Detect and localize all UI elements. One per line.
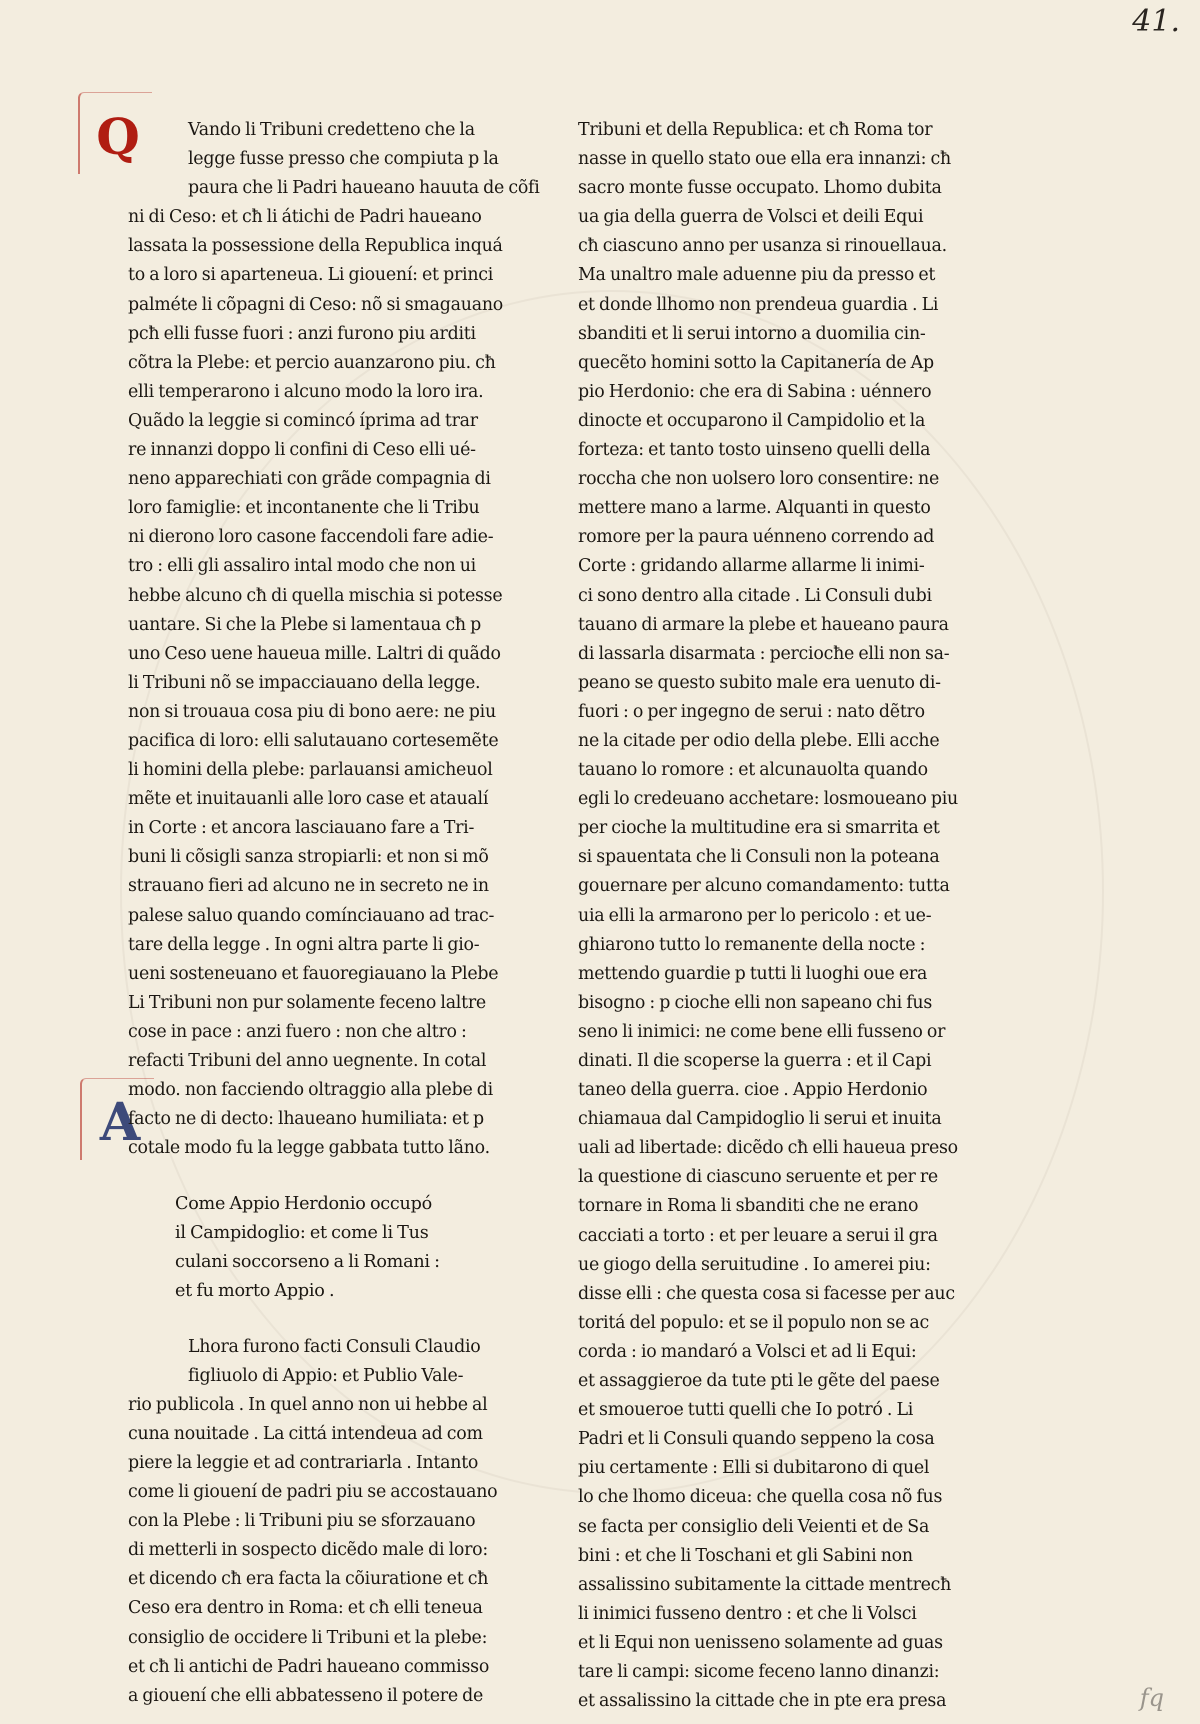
text-line: et cħ li antichi de Padri haueano commisso <box>128 1656 490 1677</box>
text-line: Come Appio Herdonio occupó <box>175 1194 432 1215</box>
text-line: palese saluo quando comínciauano ad trac- <box>128 905 495 926</box>
text-line: fuori : o per ingegno de serui : nato dẽtro <box>578 701 925 722</box>
text-line: tauano di armare la plebe et haueano paura <box>578 614 949 635</box>
text-line: pacifica di loro: elli salutauano cortesemẽte <box>128 730 499 751</box>
text-line: cõtra la Plebe: et percio auanzarono piu. cħ <box>128 352 496 373</box>
text-line: ni dierono loro casone faccendoli fare adie- <box>128 527 494 548</box>
text-line: uia elli la armarono per lo pericolo : et ue- <box>578 905 932 926</box>
text-line: di lassarla disarmata : perciocħe elli non sa- <box>578 643 950 664</box>
text-line: Vando li Tribuni credetteno che la <box>188 120 475 140</box>
text-line: in Corte : et ancora lasciauano fare a Tri- <box>128 818 475 839</box>
text-line: et dicendo cħ era facta la cõiuratione et cħ <box>128 1569 489 1590</box>
text-line: si spauentata che li Consuli non la poteana <box>578 847 940 868</box>
text-line: et fu morto Appio . <box>175 1280 335 1301</box>
text-line: chiamaua dal Campidoglio li serui et inuita <box>578 1109 942 1130</box>
text-line: uantare. Si che la Plebe si lamentaua cħ p <box>128 614 481 635</box>
text-line: roccha che non uolsero loro consentire: ne <box>578 469 939 490</box>
folio-number: 41. <box>1132 4 1180 39</box>
text-line: modo. non facciendo oltraggio alla plebe di <box>128 1080 493 1101</box>
text-line: li homini della plebe: parlauansi amicheuol <box>128 760 493 781</box>
text-line: facto ne di decto: lhaueano humiliata: et p <box>128 1109 484 1130</box>
text-line: dinati. Il die scoperse la guerra : et il Capi <box>578 1051 932 1071</box>
left-column <box>128 116 540 1711</box>
text-line: et assalissino la cittade che in pte era presa <box>578 1691 947 1712</box>
text-line: tare li campi: sicome feceno lanno dinanzi: <box>578 1661 940 1682</box>
text-line: quecẽto homini sotto la Capitanería de Ap <box>578 352 934 373</box>
text-line: sbanditi et li serui intorno a duomilia cin- <box>578 323 926 344</box>
text-line: gouernare per alcuno comandamento: tutta <box>578 876 950 897</box>
text-line: a giouení che elli abbatesseno il potere de <box>128 1685 484 1706</box>
left-paragraph-first <box>128 116 540 1163</box>
text-line: buni li cõsigli sanza stropiarli: et non si mõ <box>128 847 489 868</box>
text-line: neno apparechiati con grãde compagnia di <box>128 469 491 490</box>
text-line: refacti Tribuni del anno uegnente. In cotal <box>128 1051 487 1071</box>
chapter-heading <box>175 1190 488 1305</box>
text-line: Corte : gridando allarme allarme li inimi- <box>578 556 925 577</box>
text-line: il Campidoglio: et come li Tus <box>175 1223 429 1244</box>
text-line: Lhora furono facti Consuli Claudio <box>188 1336 481 1357</box>
text-line: romore per la paura uénneno correndo ad <box>578 527 935 548</box>
text-line: tornare in Roma li sbanditi che ne erano <box>578 1196 919 1217</box>
text-line: assalissino subitamente la cittade mentrecħ <box>578 1574 952 1595</box>
text-line: uno Ceso uene haueua mille. Laltri di quãdo <box>128 643 501 664</box>
text-line: tro : elli gli assaliro intal modo che non ui <box>128 556 476 577</box>
text-line: mẽte et inuitauanli alle loro case et ataualí <box>128 789 489 810</box>
text-line: palméte li cõpagni di Ceso: nõ si smagauano <box>128 294 504 315</box>
text-line: dinocte et occuparono il Campidolio et la <box>578 410 926 431</box>
initial-q-glyph: Q <box>96 106 140 166</box>
text-line: nasse in quello stato oue ella era innanzi: cħ <box>578 149 951 170</box>
text-line: Tribuni et della Republica: et cħ Roma tor <box>578 120 933 140</box>
text-line: pcħ elli fusse fuori : anzi furono piu arditi <box>128 323 476 344</box>
text-line: li Tribuni nõ se impacciauano della legge. <box>128 672 481 693</box>
text-line: to a loro si aparteneua. Li giouení: et princi <box>128 265 494 286</box>
right-column <box>578 116 958 1716</box>
text-line: bisogno : p cioche elli non sapeano chi fus <box>578 992 933 1013</box>
text-line: legge fusse presso che compiuta p la <box>188 149 499 170</box>
left-paragraph-second <box>128 1333 498 1711</box>
pencil-annotation: fq <box>1139 1684 1164 1712</box>
text-line: ni di Ceso: et cħ li átichi de Padri haueano <box>128 207 482 228</box>
text-line: peano se questo subito male era uenuto di- <box>578 672 941 693</box>
text-line: paura che li Padri haueano hauuta de cõfi <box>188 178 540 199</box>
text-line: lo che lhomo diceua: che quella cosa nõ fus <box>578 1487 943 1508</box>
text-line: sacro monte fusse occupato. Lhomo dubita <box>578 178 942 199</box>
text-line: bini : et che li Toschani et gli Sabini non <box>578 1545 913 1566</box>
text-line: egli lo credeuano acchetare: losmoueano piu <box>578 789 958 810</box>
text-line: cuna nouitade . La cittá intendeua ad com <box>128 1423 483 1444</box>
text-line: toritá del populo: et se il populo non se ac <box>578 1312 930 1333</box>
text-line: figliuolo di Appio: et Publio Vale- <box>188 1365 464 1386</box>
text-line: cotale modo fu la legge gabbata tutto lãno. <box>128 1138 490 1159</box>
text-line: cose in pace : anzi fuero : non che altro : <box>128 1021 467 1042</box>
text-line: per cioche la multitudine era si smarrita et <box>578 818 940 839</box>
text-line: mettendo guardie p tutti li luoghi oue era <box>578 963 928 984</box>
text-line: tauano lo romore : et alcunauolta quando <box>578 760 928 781</box>
text-line: li inimici fusseno dentro : et che li Volsci <box>578 1603 917 1624</box>
text-line: la questione di ciascuno seruente et per re <box>578 1167 938 1188</box>
text-line: Li Tribuni non pur solamente feceno laltre <box>128 992 486 1013</box>
text-line: Ceso era dentro in Roma: et cħ elli teneua <box>128 1598 483 1619</box>
text-line: con la Plebe : li Tribuni piu se sforzauano <box>128 1511 476 1532</box>
text-line: Padri et li Consuli quando seppeno la cosa <box>578 1429 935 1450</box>
text-line: ne la citade per odio della plebe. Elli acche <box>578 730 940 751</box>
text-line: come li giouení de padri piu se accostauano <box>128 1482 498 1503</box>
text-line: ghiarono tutto lo remanente della nocte : <box>578 934 926 955</box>
text-line: culani soccorseno a li Romani : <box>175 1251 440 1272</box>
text-line: cacciati a torto : et per leuare a serui il gra <box>578 1225 938 1246</box>
text-line: ueni sosteneuano et fauoregiauano la Plebe <box>128 963 499 984</box>
text-line: cħ ciascuno anno per usanza si rinouellaua. <box>578 236 947 257</box>
text-line: non si trouaua cosa piu di bono aere: ne piu <box>128 701 496 722</box>
text-line: pio Herdonio: che era di Sabina : uénnero <box>578 381 932 402</box>
text-line: rio publicola . In quel anno non ui hebbe al <box>128 1394 488 1415</box>
text-line: Quãdo la leggie si comincó íprima ad trar <box>128 410 478 431</box>
text-line: ci sono dentro alla citade . Li Consuli dubi <box>578 585 932 606</box>
text-line: piere la leggie et ad contrariarla . Intanto <box>128 1452 479 1473</box>
text-line: loro famiglie: et incontanente che li Tribu <box>128 498 480 519</box>
text-line: disse elli : che questa cosa si facesse per auc <box>578 1283 955 1304</box>
text-line: hebbe alcuno cħ di quella mischia si potesse <box>128 585 503 606</box>
text-line: elli temperarono i alcuno modo la loro ira. <box>128 381 484 402</box>
text-line: et li Equi non uenisseno solamente ad guas <box>578 1632 943 1653</box>
text-line: piu certamente : Elli si dubitarono di quel <box>578 1458 930 1479</box>
text-line: mettere mano a larme. Alquanti in questo <box>578 498 931 519</box>
text-line: di metterli in sospecto dicẽdo male di loro: <box>128 1540 488 1561</box>
text-line: lassata la possessione della Republica inquá <box>128 236 503 257</box>
text-line: se facta per consiglio deli Veienti et de Sa <box>578 1516 930 1537</box>
text-line: et donde llhomo non prendeua guardia . Li <box>578 294 939 315</box>
text-line: strauano fieri ad alcuno ne in secreto ne in <box>128 876 489 897</box>
text-line: Ma unaltro male aduenne piu da presso et <box>578 265 936 286</box>
text-line: tare della legge . In ogni altra parte li gio- <box>128 934 480 955</box>
text-line: ua gia della guerra de Volsci et deili Equi <box>578 207 924 228</box>
text-line: uali ad libertade: dicẽdo cħ elli haueua preso <box>578 1138 958 1159</box>
text-line: corda : io mandaró a Volsci et ad li Equi: <box>578 1341 917 1362</box>
text-line: consiglio de occidere li Tribuni et la plebe: <box>128 1627 488 1648</box>
text-line: et smoueroe tutti quelli che Io potró . Li <box>578 1400 914 1421</box>
paragraph-gap <box>128 1306 488 1333</box>
text-line: re innanzi doppo li confini di Ceso elli ué- <box>128 440 476 461</box>
text-line: taneo della guerra. cioe . Appio Herdonio <box>578 1080 928 1101</box>
text-line: forteza: et tanto tosto uinseno quelli della <box>578 440 931 461</box>
initial-a-glyph: A <box>99 1091 141 1153</box>
text-line: ue giogo della seruitudine . Io amerei piu: <box>578 1254 931 1275</box>
text-line: et assaggieroe da tute pti le gẽte del paese <box>578 1371 940 1392</box>
text-line: seno li inimici: ne come bene elli fusseno or <box>578 1021 946 1042</box>
paragraph-gap <box>128 1163 488 1190</box>
